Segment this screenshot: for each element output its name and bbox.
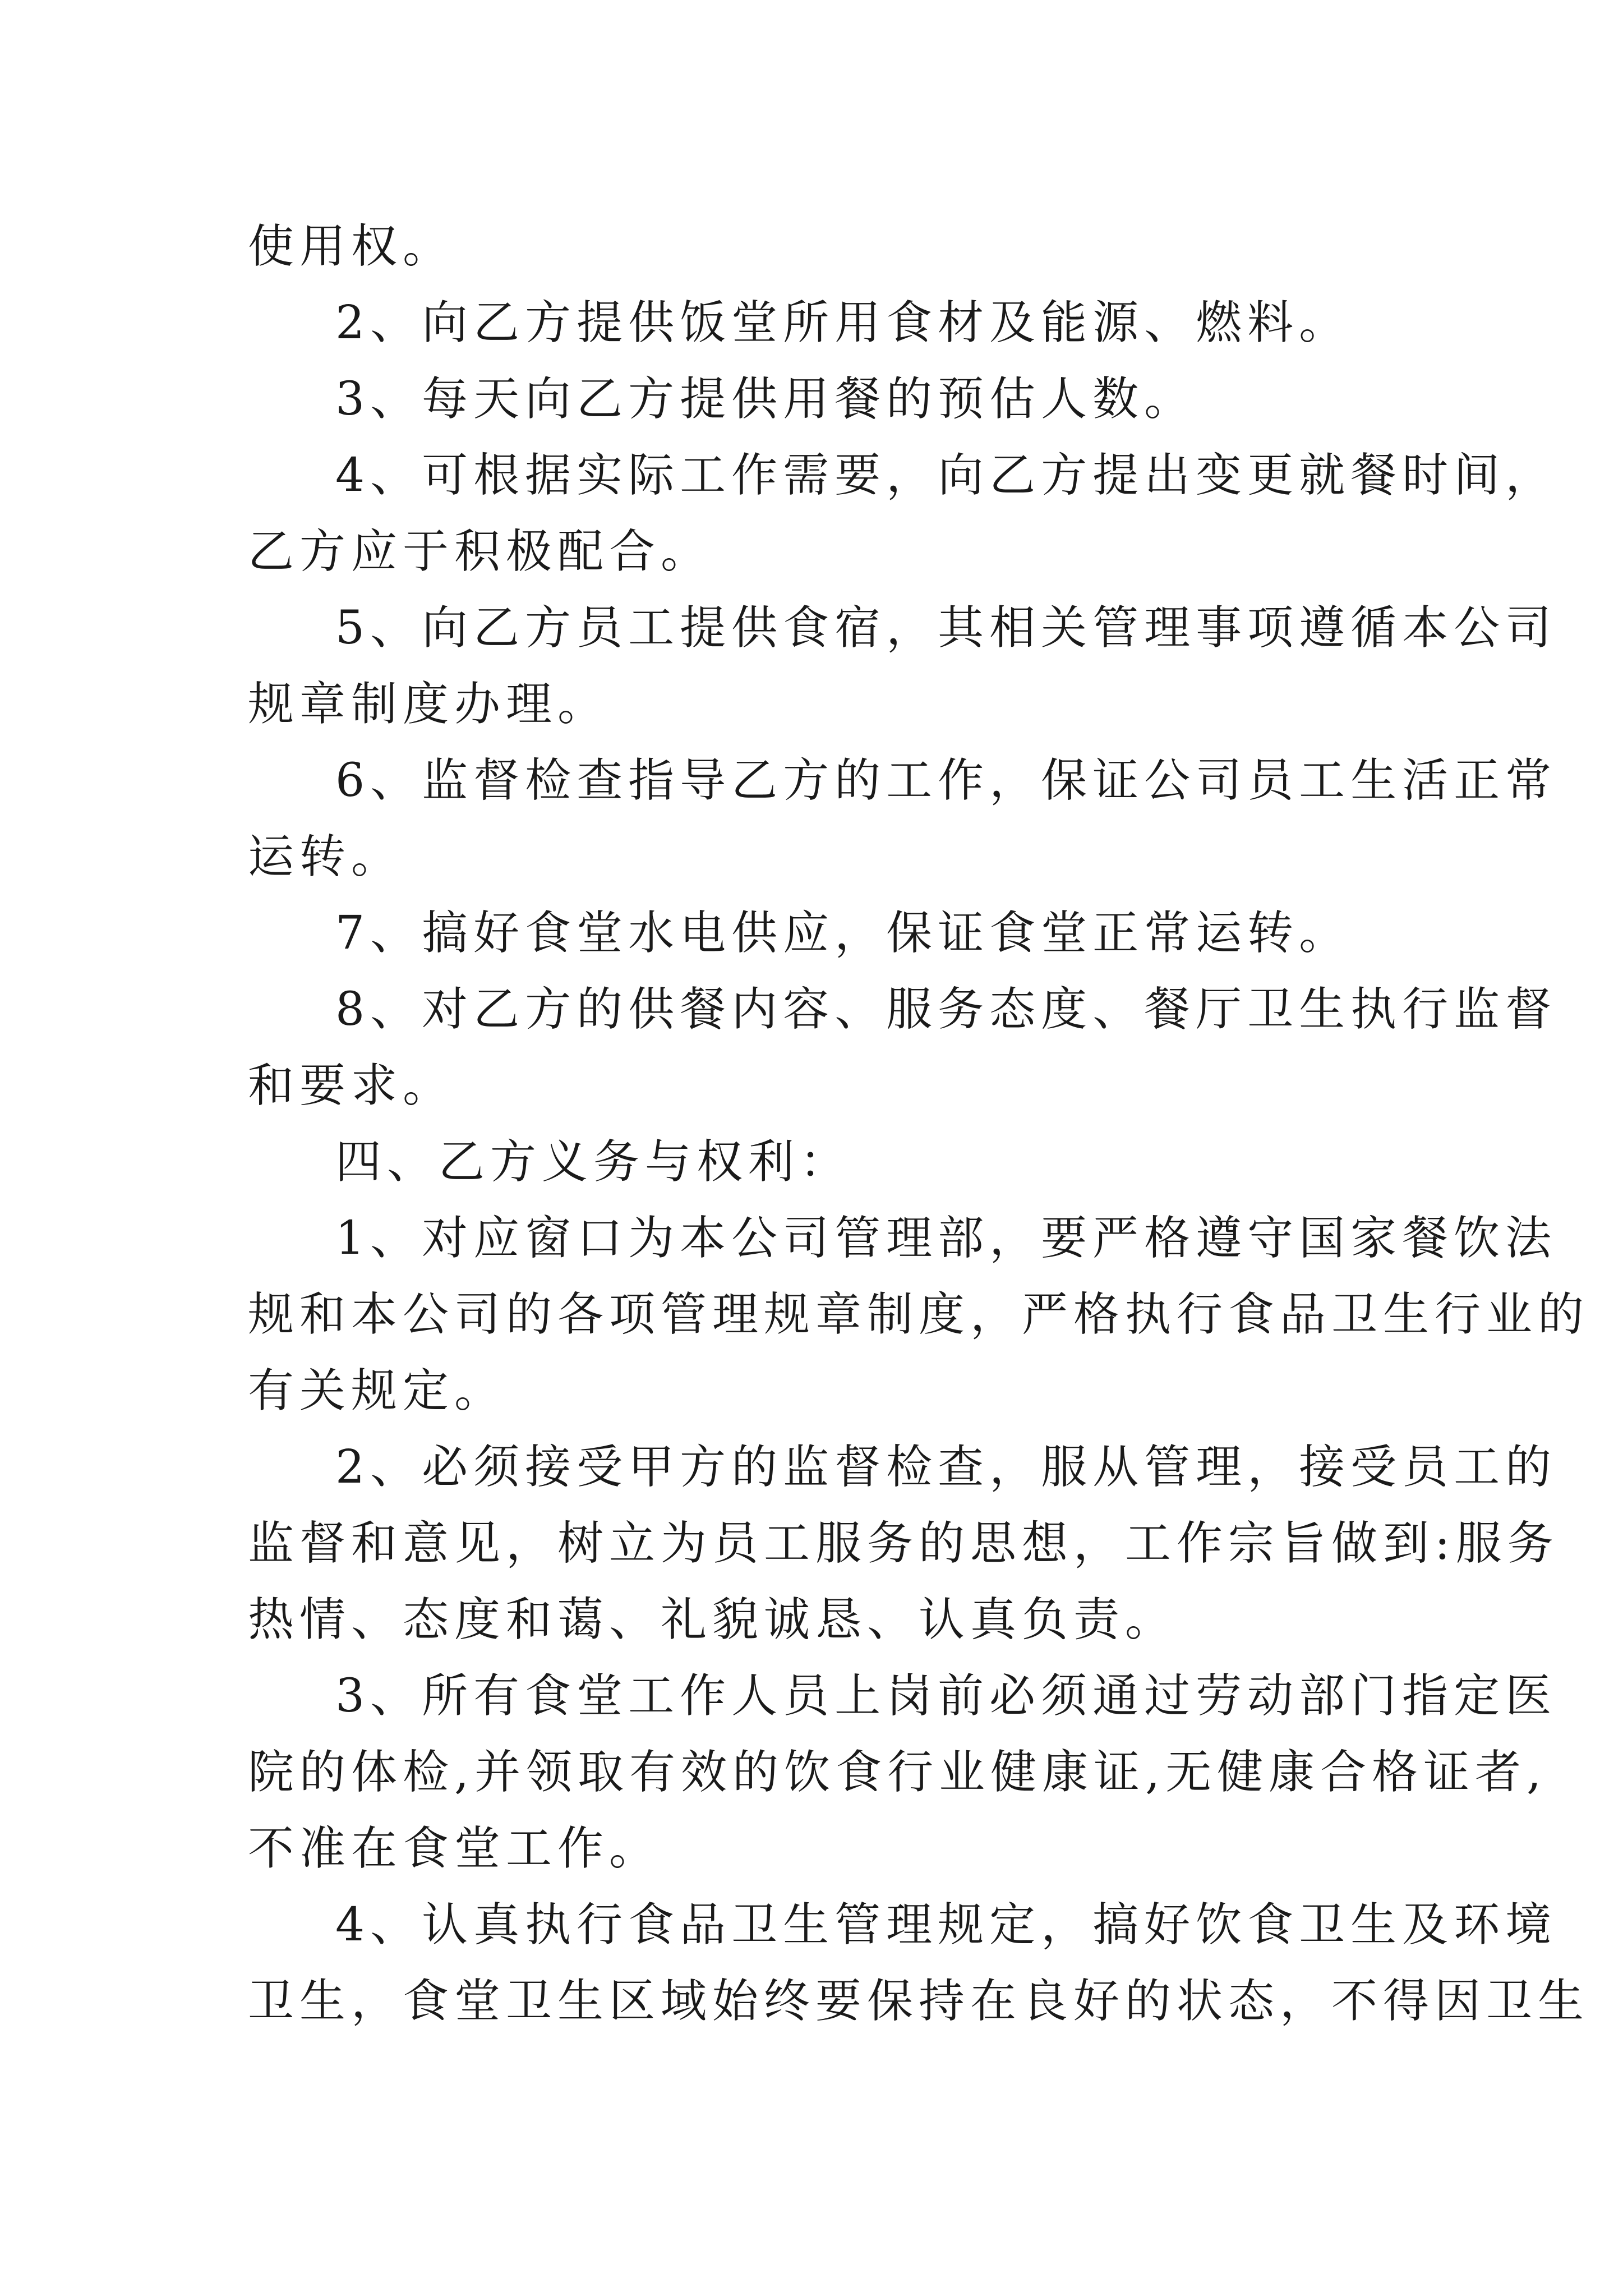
text-line: 1、对应窗口为本公司管理部，要严格遵守国家餐饮法 (335, 1212, 1557, 1265)
text-line: 3、每天向乙方提供用餐的预估人数。 (335, 372, 1196, 426)
text-line: 不准在食堂工作。 (248, 1822, 661, 1875)
text-line: 和要求。 (248, 1059, 455, 1112)
text-line: 3、所有食堂工作人员上岗前必须通过劳动部门指定医 (335, 1669, 1557, 1723)
text-line: 卫生，食堂卫生区域始终要保持在良好的状态，不得因卫生 (248, 1975, 1590, 2028)
text-line: 监督和意见，树立为员工服务的思想，工作宗旨做到:服务 (248, 1517, 1559, 1570)
text-line: 4、认真执行食品卫生管理规定，搞好饮食卫生及环境 (335, 1898, 1557, 1952)
text-line: 规章制度办理。 (248, 678, 610, 731)
section-heading: 四、乙方义务与权利： (335, 1135, 852, 1189)
text-line: 热情、态度和蔼、礼貌诚恳、认真负责。 (248, 1593, 1177, 1646)
text-line: 2、必须接受甲方的监督检查，服从管理，接受员工的 (335, 1441, 1557, 1494)
text-line: 有关规定。 (248, 1364, 506, 1418)
text-line: 规和本公司的各项管理规章制度，严格执行食品卫生行业的 (248, 1288, 1590, 1341)
text-line: 院的体检,并领取有效的饮食行业健康证,无健康合格证者, (248, 1746, 1547, 1799)
text-line: 5、向乙方员工提供食宿，其相关管理事项遵循本公司 (335, 601, 1557, 655)
text-line: 4、可根据实际工作需要，向乙方提出变更就餐时间， (335, 449, 1557, 502)
text-line: 运转。 (248, 830, 403, 884)
text-line: 使用权。 (248, 220, 455, 273)
text-line: 8、对乙方的供餐内容、服务态度、餐厅卫生执行监督 (335, 983, 1557, 1036)
text-line: 7、搞好食堂水电供应，保证食堂正常运转。 (335, 907, 1351, 960)
text-line: 2、向乙方提供饭堂所用食材及能源、燃料。 (335, 296, 1351, 349)
text-line: 6、监督检查指导乙方的工作，保证公司员工生活正常 (335, 754, 1557, 807)
text-line: 乙方应于积极配合。 (248, 525, 713, 578)
document-body (248, 209, 1590, 2040)
